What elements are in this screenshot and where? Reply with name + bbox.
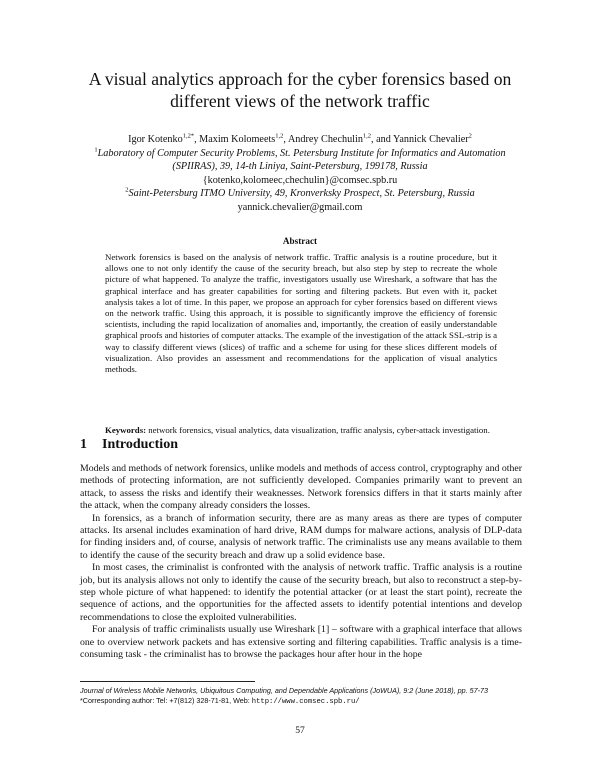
intro-paragraph: For analysis of traffic criminalists usually use Wireshark [1] – software with a graphical interface that allows one to overview network packets and has extensive sorting and filtering capabilities. Traffic analysis is a time-consuming task - the criminalist has to browse the packages hour after hour in the hope [80,624,522,661]
page-number: 57 [295,725,305,736]
email-2: yannick.chevalier@gmail.com [237,201,363,213]
section-heading [80,437,178,453]
author-affiliation-mark: 1,2 [275,132,284,140]
author-name: Igor Kotenko [128,134,183,145]
corresponding-author-text: *Corresponding author: Tel: +7(812) 328-71-81, Web: [80,696,252,706]
footnote-rule [80,681,255,682]
keywords-label: Keywords: [105,425,147,435]
intro-paragraph: In forensics, as a branch of information security, there are as many areas as there are types of computer attacks. Its arsenal includes examination of hard drive, RAM dumps for malware actions, analysis of DLP-data for finding insiders and, of course, analysis of network traffic. The criminalists use any means available to them to identify the cause of the security breach and draw up a solid evidence base. [80,512,522,561]
email-1: {kotenko,kolomeec,chechulin}@comsec.spb.ru [202,174,398,186]
web-link[interactable]: http://www.comsec.spb.ru/ [251,698,360,707]
section-number: 1 [80,437,87,452]
author-name: Yannick Chevalier [393,134,469,145]
affiliation-2-line-1: Saint-Petersburg ITMO University, 49, Kronverksky Prospect, St. Petersburg, Russia [128,188,475,200]
author-separator: , [283,134,288,145]
affiliation-1-line-1: Laboratory of Computer Security Problems, St. Petersburg Institute for Informatics and Automation [97,147,506,159]
corresponding-author [80,696,540,707]
section-title: Introduction [102,437,178,452]
affiliation-2 [40,187,560,201]
author-name: Andrey Chechulin [287,134,363,145]
author-list [40,133,560,147]
author-name: Maxim Kolomeets [199,134,276,145]
intro-paragraph: In most cases, the criminalist is confronted with the analysis of network traffic. Traffic analysis is a routine job, but its analysis allows not only to identify the cause of the security breach, but also to reconstruct a step-by-step whole picture of what happened: to identify the potential attacker (or at least the start point), recreate the sequence of actions, and the opportunities for the affected assets to identify potential intentions and develop recommendations to close the exploited vulnerabilities. [80,562,522,623]
author-separator: , [194,134,200,145]
author-affiliation-mark: 2 [468,132,472,140]
keywords-text: network forensics, visual analytics, data visualization, traffic analysis, cyber-attack investigation. [148,425,490,435]
keywords [105,425,497,436]
affiliation-mark: 2 [125,186,129,194]
affiliation-1-line-2: (SPIIRAS), 39, 14-th Liniya, Saint-Petersburg, 199178, Russia [172,161,428,173]
affiliation-1 [40,147,560,161]
author-separator: , and [371,134,394,145]
author-affiliation-mark: 1,2* [182,132,195,140]
abstract-heading: Abstract [282,236,318,246]
introduction-text [80,463,522,662]
paper-title [60,68,540,112]
author-affiliation-mark: 1,2 [362,132,372,140]
footnote [80,686,540,708]
title-line-1: A visual analytics approach for the cyber forensics based on [88,69,512,89]
affiliation-mark: 1 [94,146,98,154]
title-line-2: different views of the network traffic [170,91,430,111]
intro-paragraph: Models and methods of network forensics, unlike models and methods of access control, cryptography and other methods of protecting information, are not sufficiently developed. Companies primarily want to prevent an attack, to assess the risks and identify their weaknesses. Network forensics differs in that it starts mainly after the attack, when the company already considers the losses. [80,463,522,512]
abstract-body: Network forensics is based on the analysis of network traffic. Traffic analysis is a routine procedure, but it allows one to not only identify the cause of the security breach, but also step by step to recreate the whole picture of what happened. To analyze the traffic, investigators usually use Wireshark, a software that has the graphical interface and has greater capabilities for sorting and filtering packets. But even with it, packet analysis takes a lot of time. In this paper, we propose an approach for cyber forensics based on different views on the network traffic. Using this approach, it is possible to significantly improve the efficiency of forensic scientists, including the rapid localization of anomalies and, importantly, the creation of easily understandable graphical proofs and histories of computer attacks. The example of the investigation of the attack SSL-strip is a way to classify different views (slices) of traffic and a scheme for using for these slices different models of visualization. Also provides an assessment and recommendations for the application of visual analytics methods. [105,252,497,375]
author-block [40,133,560,215]
journal-citation: Journal of Wireless Mobile Networks, Ubiquitous Computing, and Dependable Applications (JoWUA), 9:2 (June 2018), pp. 57-73 [80,686,488,695]
